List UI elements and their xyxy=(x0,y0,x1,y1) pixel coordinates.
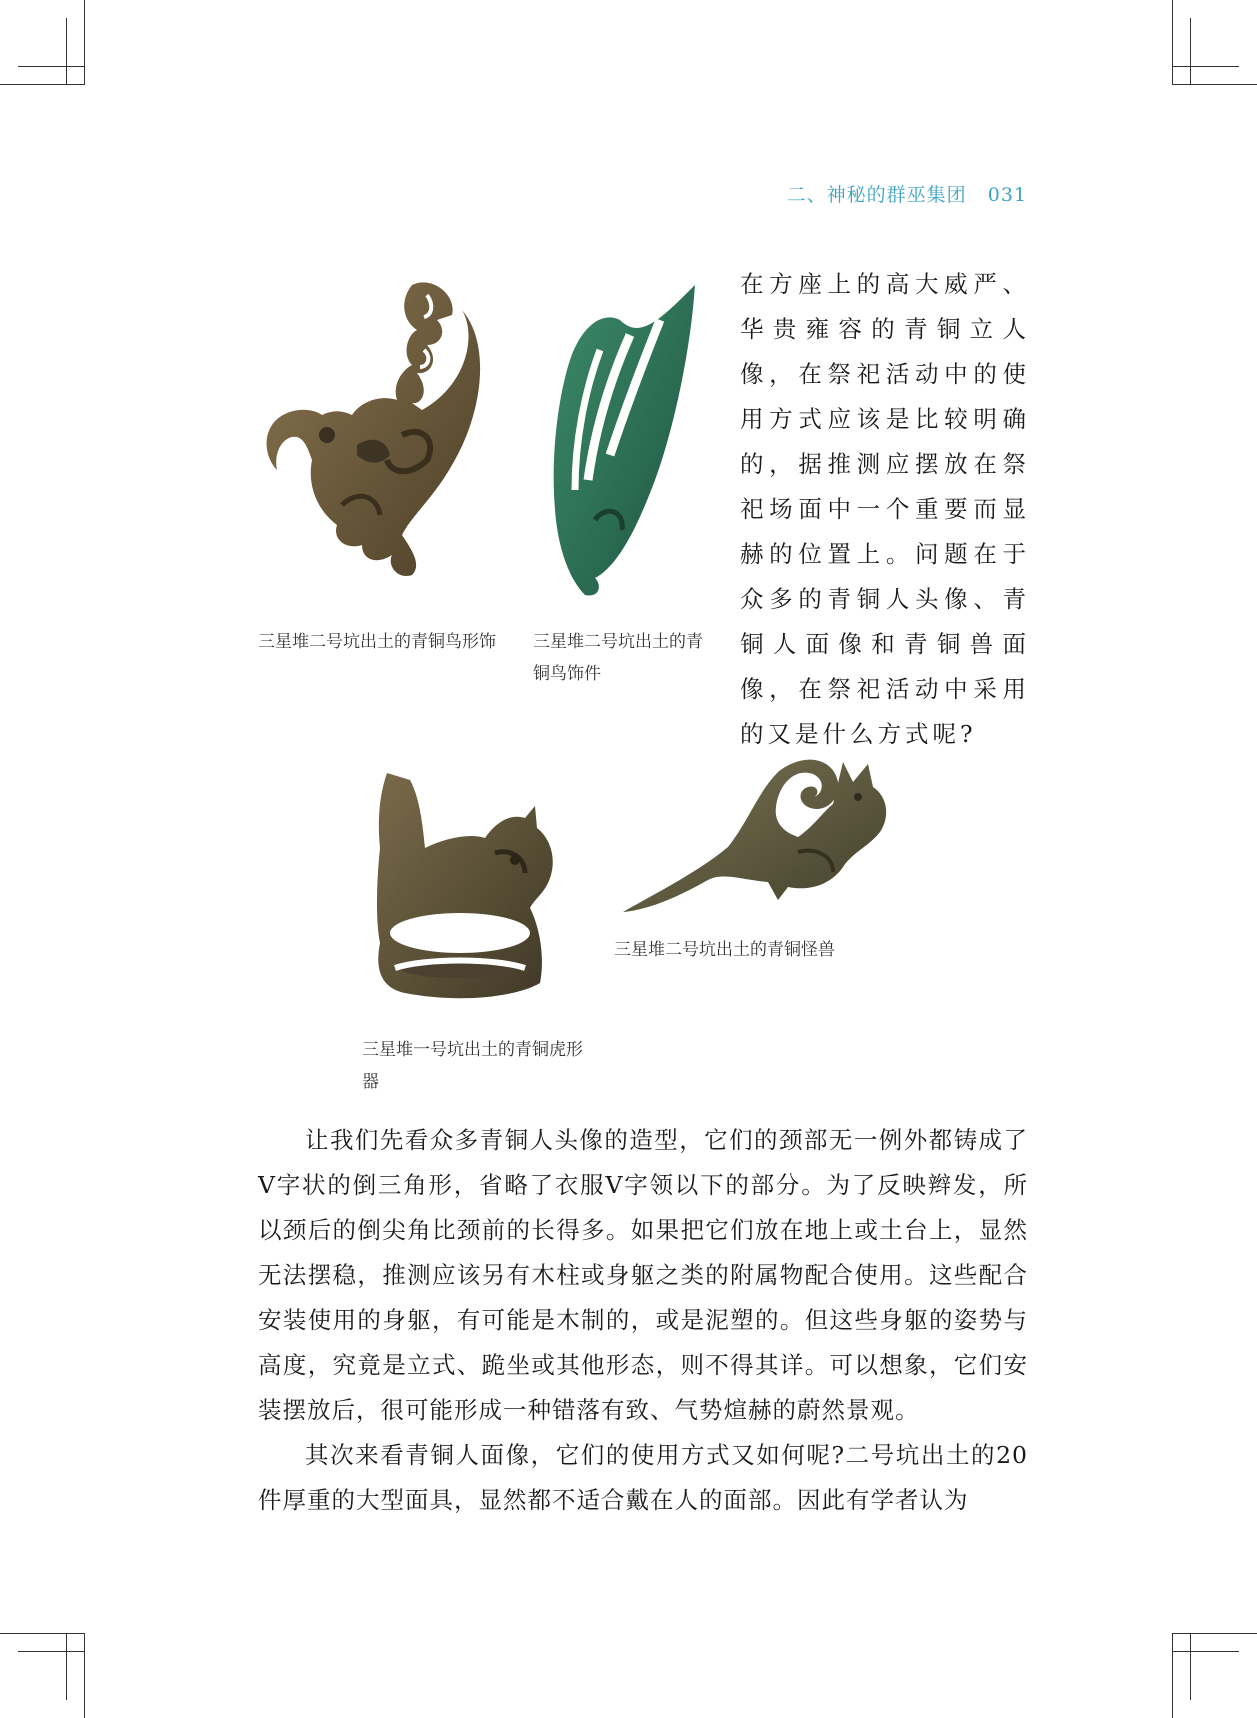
crop-mark xyxy=(66,18,67,85)
crop-mark xyxy=(1190,1633,1191,1700)
body-paragraph-2: 其次来看青铜人面像，它们的使用方式又如何呢?二号坑出土的20件厚重的大型面具，显然都不适合戴在人的面部。因此有学者认为 xyxy=(258,1441,1028,1514)
caption-beast: 三星堆二号坑出土的青铜怪兽 xyxy=(614,940,835,960)
side-paragraph xyxy=(740,262,1030,757)
chapter-title: 二、神秘的群巫集团 xyxy=(786,184,967,206)
crop-mark xyxy=(1172,84,1257,85)
running-header xyxy=(787,180,1027,207)
page-number: 031 xyxy=(987,184,1027,206)
crop-mark xyxy=(1172,0,1173,85)
bronze-bird-piece-photo xyxy=(540,280,700,600)
body-text xyxy=(258,1118,1028,1523)
crop-mark xyxy=(1172,1633,1173,1718)
crop-mark xyxy=(84,0,85,85)
caption-tiger: 三星堆一号坑出土的青铜虎形器 xyxy=(362,1040,583,1092)
crop-mark xyxy=(1172,1633,1257,1634)
side-paragraph-text: 在方座上的高大威严、华贵雍容的青铜立人像，在祭祀活动中的使用方式应该是比较明确的，据推测应摆放在祭祀场面中一个重要而显赫的位置上。问题在于众多的青铜人头像、青铜人面像和青铜兽面像，在祭祀活动中采用的又是什么方式呢? xyxy=(740,270,1030,748)
crop-mark xyxy=(1172,1651,1239,1652)
bronze-monster-photo xyxy=(618,752,918,922)
crop-mark xyxy=(18,66,85,67)
crop-mark xyxy=(66,1633,67,1700)
crop-mark xyxy=(1190,18,1191,85)
crop-mark xyxy=(0,1633,85,1634)
bronze-bird-ornament-photo xyxy=(262,275,507,605)
crop-mark xyxy=(18,1651,85,1652)
crop-mark xyxy=(1172,66,1239,67)
crop-mark xyxy=(0,84,85,85)
caption-bird-piece: 三星堆二号坑出土的青铜鸟饰件 xyxy=(533,632,703,684)
bronze-tiger-vessel-photo xyxy=(365,768,565,1008)
caption-bird-ornament: 三星堆二号坑出土的青铜鸟形饰 xyxy=(258,632,496,652)
crop-mark xyxy=(84,1633,85,1718)
body-paragraph-1: 让我们先看众多青铜人头像的造型，它们的颈部无一例外都铸成了V字状的倒三角形，省略了衣服V字领以下的部分。为了反映辫发，所以颈后的倒尖角比颈前的长得多。如果把它们放在地上或土台上，显然无法摆稳，推测应该另有木柱或身躯之类的附属物配合使用。这些配合安装使用的身躯，有可能是木制的，或是泥塑的。但这些身躯的姿势与高度，究竟是立式、跪坐或其他形态，则不得其详。可以想象，它们安装摆放后，很可能形成一种错落有致、气势煊赫的蔚然景观。 xyxy=(258,1126,1028,1424)
